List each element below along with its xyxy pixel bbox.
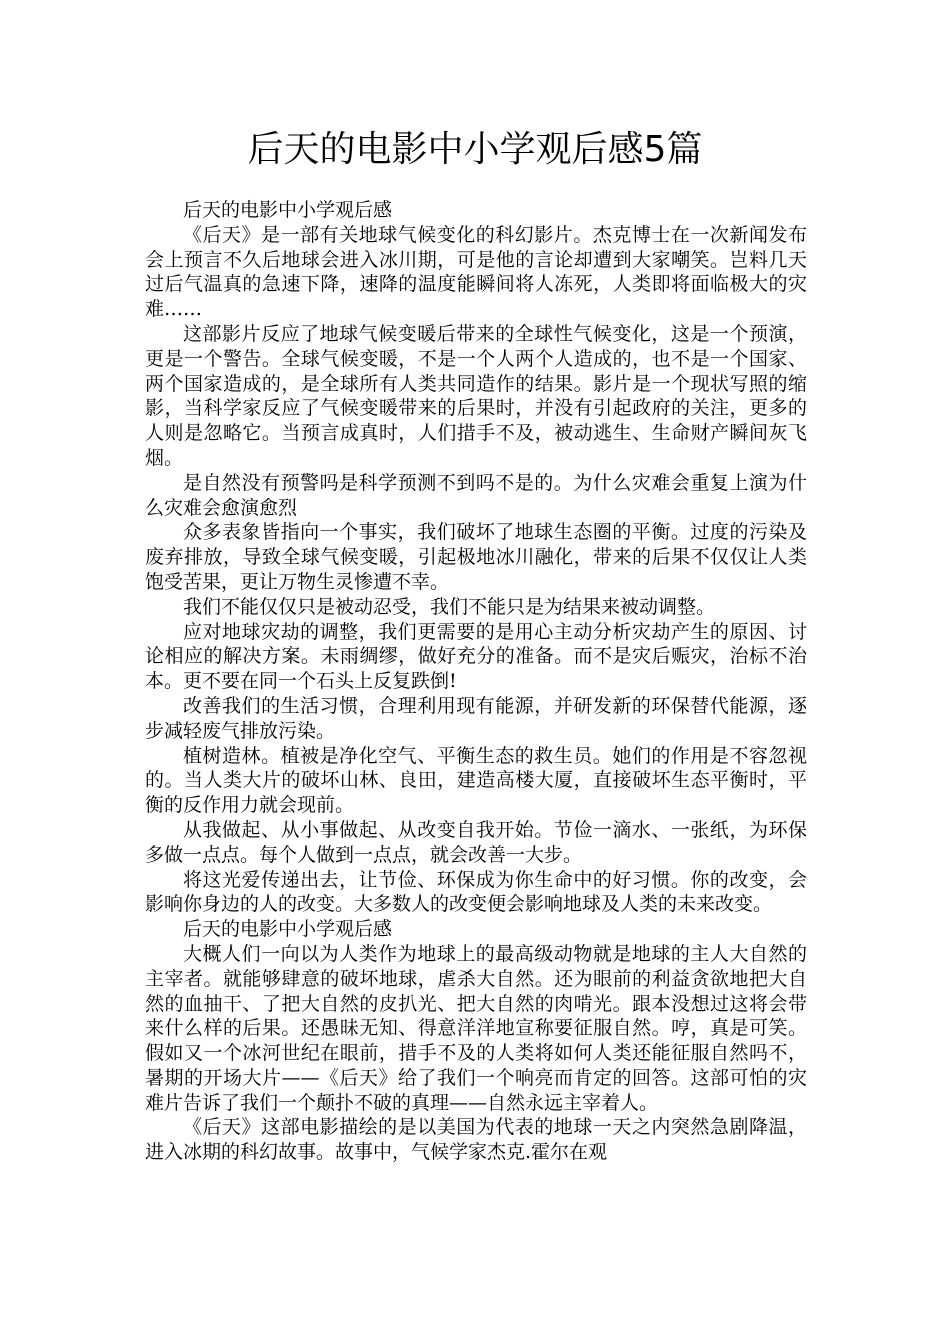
- body-paragraph: 改善我们的生活习惯，合理利用现有能源，并研发新的环保替代能源，逐步减轻废气排放污染。: [145, 694, 807, 742]
- body-paragraph: 大概人们一向以为人类作为地球上的最高级动物就是地球的主人大自然的主宰者。就能够肆意的破坏地球，虐杀大自然。还为眼前的利益贪欲地把大自然的血抽干、了把大自然的皮扒光、把大自然的肉啃光。跟本没想过这将会带来什么样的后果。还愚昧无知、得意洋洋地宣称要征服自然。哼，真是可笑。假如又一个冰河世纪在眼前，措手不及的人类将如何人类还能征服自然吗不，暑期的开场大片——《后天》给了我们一个响亮而肯定的回答。这部可怕的灾难片告诉了我们一个颠扑不破的真理——自然永远主宰着人。: [145, 942, 807, 1114]
- body-paragraph: 众多表象皆指向一个事实，我们破坏了地球生态圈的平衡。过度的污染及废弃排放，导致全球气候变暖，引起极地冰川融化，带来的后果不仅仅让人类饱受苦果，更让万物生灵惨遭不幸。: [145, 521, 807, 593]
- body-paragraph: 《后天》是一部有关地球气候变化的科幻影片。杰克博士在一次新闻发布会上预言不久后地球会进入冰川期，可是他的言论却遭到大家嘲笑。岂料几天过后气温真的急速下降，速降的温度能瞬间将人冻死，人类即将面临极大的灾难……: [145, 223, 807, 321]
- body-paragraph: 我们不能仅仅只是被动忍受，我们不能只是为结果来被动调整。: [183, 595, 716, 618]
- body-paragraph: 从我做起、从小事做起、从改变自我开始。节俭一滴水、一张纸，为环保多做一点点。每个人做到一点点，就会改善一大步。: [145, 818, 807, 866]
- body-paragraph: 将这光爱传递出去，让节俭、环保成为你生命中的好习惯。你的改变，会影响你身边的人的改变。大多数人的改变便会影响地球及人类的未来改变。: [145, 868, 807, 916]
- document-body: [145, 198, 807, 1165]
- section-heading: 后天的电影中小学观后感: [183, 199, 393, 221]
- body-paragraph: 这部影片反应了地球气候变暖后带来的全球性气候变化，这是一个预演，更是一个警告。全球气候变暖，不是一个人两个人造成的，也不是一个国家、两个国家造成的，是全球所有人类共同造作的结果。影片是一个现状写照的缩影，当科学家反应了气候变暖带来的后果时，并没有引起政府的关注，更多的人则是忽略它。当预言成真时，人们措手不及，被动逃生、生命财产瞬间灰飞烟。: [145, 322, 807, 469]
- body-paragraph: 应对地球灾劫的调整，我们更需要的是用心主动分析灾劫产生的原因、讨论相应的解决方案。未雨绸缪，做好充分的准备。而不是灾后赈灾，治标不治本。更不要在同一个石头上反复跌倒!: [145, 620, 807, 693]
- section-heading: 后天的电影中小学观后感: [183, 918, 393, 941]
- document-title: 后天的电影中小学观后感5篇: [247, 129, 703, 170]
- body-paragraph: 《后天》这部电影描绘的是以美国为代表的地球一天之内突然急剧降温，进入冰期的科幻故事。故事中，气候学家杰克.霍尔在观: [145, 1116, 807, 1164]
- body-paragraph: 植树造林。植被是净化空气、平衡生态的救生员。她们的作用是不容忽视的。当人类大片的破坏山林、良田，建造高楼大厦，直接破坏生态平衡时，平衡的反作用力就会现前。: [145, 744, 807, 817]
- body-paragraph: 是自然没有预警吗是科学预测不到吗不是的。为什么灾难会重复上演为什么灾难会愈演愈烈: [145, 471, 807, 519]
